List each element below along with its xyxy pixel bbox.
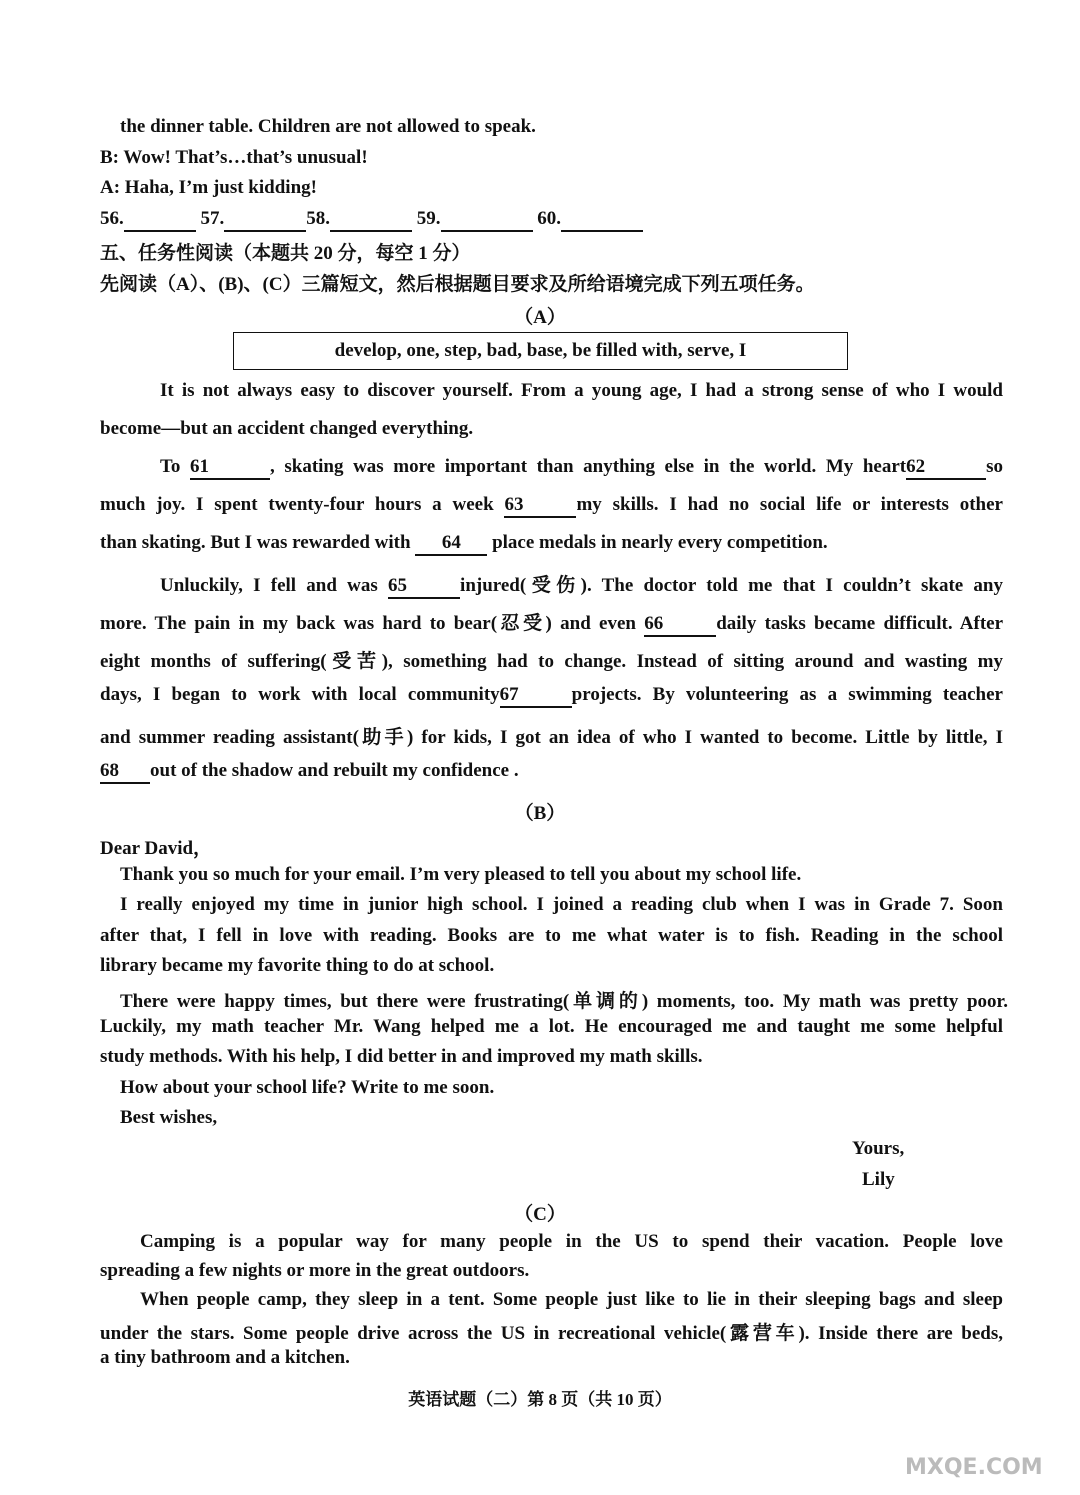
page-footer: 英语试题（二）第 8 页（共 10 页）: [408, 1390, 672, 1409]
answer-label-58: 58.: [306, 208, 330, 229]
text-span: than skating. But I was rewarded with: [100, 532, 411, 553]
answer-blank-60[interactable]: [561, 209, 643, 232]
paragraph-line: [100, 684, 1003, 708]
paragraph-line: and summer reading assistant(助手) for kids, I got an idea of who I wanted to become. Little by little, I: [100, 727, 1003, 748]
answer-label-56: 56.: [100, 208, 124, 229]
paragraph-line: [160, 570, 1003, 599]
blank-68[interactable]: 68: [100, 761, 150, 784]
passage-c-label: （C）: [514, 1204, 566, 1225]
text-span: To: [160, 456, 181, 477]
paragraph-line: become—but an accident changed everything.: [100, 418, 474, 439]
letter-line: after that, I fell in love with reading. Books are to me what water is to fish. Reading in the school: [100, 925, 1003, 946]
letter-closing: Yours,: [852, 1138, 905, 1159]
blank-62[interactable]: 62: [906, 457, 986, 480]
letter-line: I really enjoyed my time in junior high school. I joined a reading club when I was in Grade 7. Soon: [120, 894, 1003, 915]
blank-67[interactable]: 67: [500, 685, 572, 708]
paragraph-line: When people camp, they sleep in a tent. Some people just like to lie in their sleeping bags and sleep: [140, 1289, 1003, 1310]
letter-line: Luckily, my math teacher Mr. Wang helped me a lot. He encouraged me and taught me some helpful: [100, 1016, 1003, 1037]
letter-line: How about your school life? Write to me soon.: [120, 1077, 495, 1098]
text-span: days, I began to work with local community: [100, 684, 500, 705]
paragraph-line: It is not always easy to discover yourself. From a young age, I had a strong sense of who I would: [160, 380, 1003, 401]
paragraph-line: [100, 760, 519, 784]
dialogue-line: the dinner table. Children are not allowed to speak.: [120, 116, 536, 137]
paragraph-line: [100, 494, 1003, 518]
paragraph-line: under the stars. Some people drive across the US in recreational vehicle(露营车). Inside there are beds,: [100, 1323, 1003, 1344]
text-span: my skills. I had no social life or interests other: [576, 494, 1003, 515]
answer-label-59: 59.: [416, 208, 441, 229]
letter-greeting: Dear David，: [100, 838, 213, 859]
letter-signature: Lily: [862, 1169, 895, 1190]
letter-line: study methods. With his help, I did better in and improved my math skills.: [100, 1046, 703, 1067]
answer-blank-58[interactable]: [330, 209, 412, 232]
blank-66[interactable]: 66: [644, 614, 716, 637]
paragraph-line: eight months of suffering(受苦), something had to change. Instead of sitting around and wasting my: [100, 651, 1003, 672]
paragraph-line: [160, 456, 1003, 480]
section-instruction: 先阅读（A）、(B)、(C）三篇短文，然后根据题目要求及所给语境完成下列五项任务。: [100, 274, 815, 295]
paragraph-line: [100, 532, 828, 556]
text-span: out of the shadow and rebuilt my confidence .: [150, 760, 519, 781]
text-span: Unluckily, I fell and was: [160, 575, 378, 596]
blank-64[interactable]: 64: [415, 533, 487, 556]
word-box: develop, one, step, bad, base, be filled with, serve, I: [233, 332, 848, 370]
site-watermark: MXQE.COM: [905, 1455, 1043, 1480]
section-title: 五、任务性阅读（本题共 20 分，每空 1 分）: [100, 243, 471, 264]
dialogue-line: A: Haha, I’m just kidding!: [100, 177, 317, 198]
paragraph-line: a tiny bathroom and a kitchen.: [100, 1347, 350, 1368]
text-span: , skating was more important than anything else in the world. My heart: [270, 456, 907, 477]
dialogue-line: B: Wow! That’s…that’s unusual!: [100, 147, 368, 168]
answer-blank-57[interactable]: [224, 209, 306, 232]
paragraph-line: spreading a few nights or more in the great outdoors.: [100, 1260, 530, 1281]
text-span: much joy. I spent twenty-four hours a week: [100, 494, 494, 515]
letter-line: There were happy times, but there were frustrating(单调的) moments, too. My math was pretty poor.: [120, 991, 1008, 1012]
letter-line: Best wishes,: [120, 1107, 218, 1128]
text-span: place medals in nearly every competition.: [492, 532, 828, 553]
blank-65[interactable]: 65: [388, 576, 460, 599]
paragraph-line: Camping is a popular way for many people in the US to spend their vacation. People love: [140, 1231, 1003, 1252]
text-span: more. The pain in my back was hard to bear(忍受) and even: [100, 613, 636, 634]
blank-61[interactable]: 61: [190, 457, 270, 480]
answer-blanks-row: [100, 208, 643, 232]
answer-blank-56[interactable]: [124, 209, 196, 232]
letter-line: Thank you so much for your email. I’m very pleased to tell you about my school life.: [120, 864, 802, 885]
text-span: injured(受伤). The doctor told me that I couldn’t skate any: [460, 575, 1004, 596]
passage-b-label: （B）: [514, 803, 566, 824]
passage-a-label: （A）: [514, 307, 566, 328]
answer-label-57: 57.: [200, 208, 225, 229]
text-span: daily tasks became difficult. After: [716, 613, 1004, 634]
text-span: projects. By volunteering as a swimming teacher: [571, 684, 1003, 705]
answer-label-60: 60.: [537, 208, 561, 229]
text-span: so: [986, 456, 1004, 477]
letter-line: library became my favorite thing to do at school.: [100, 955, 495, 976]
answer-blank-59[interactable]: [441, 209, 533, 232]
blank-63[interactable]: 63: [504, 495, 576, 518]
paragraph-line: [100, 608, 1003, 637]
